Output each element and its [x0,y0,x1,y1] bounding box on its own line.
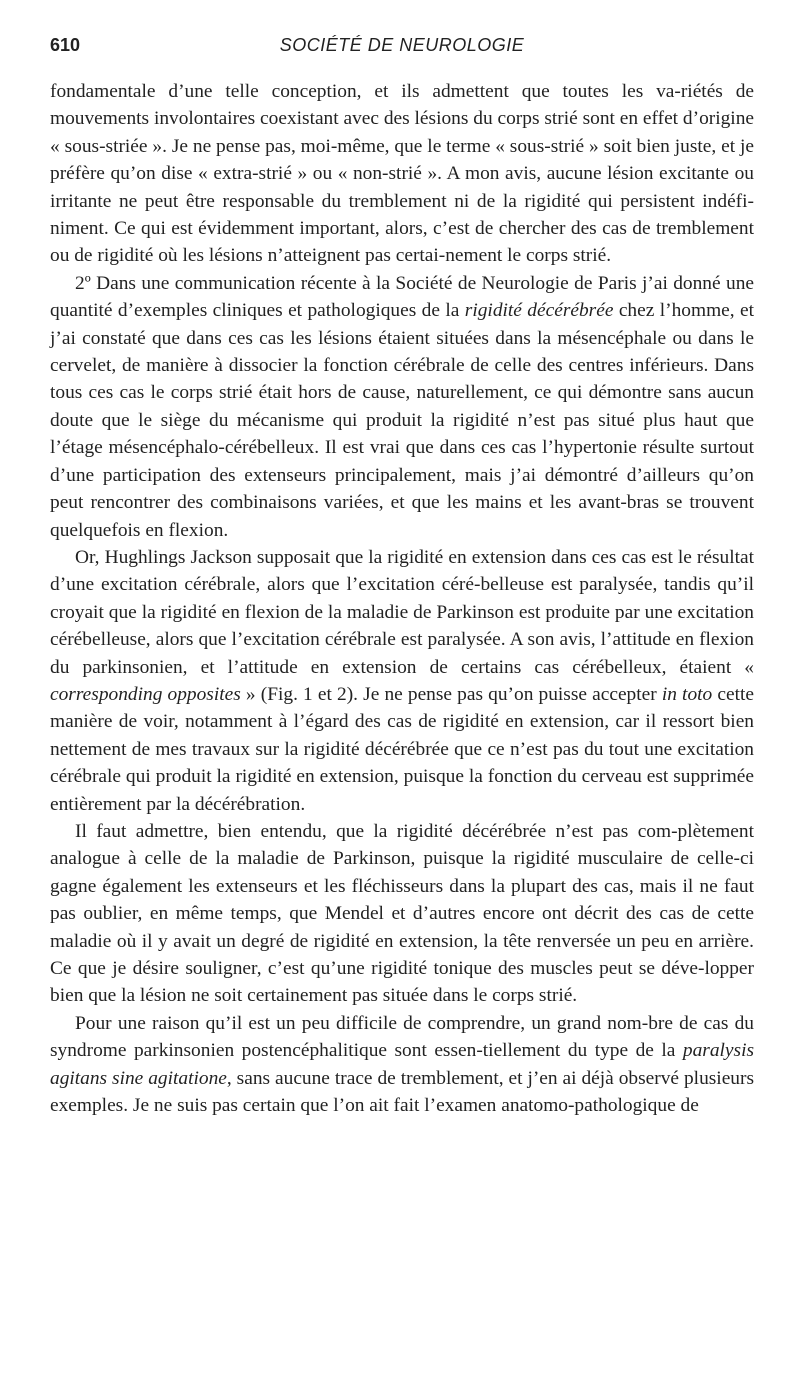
text-run: Or, Hughlings Jackson supposait que la rigidité en extension dans ces cas est le résultat d’une excitation cérébrale, alors que l’excitation céré-belleuse est paralysée, tandis qu’il croyait que la rigidité en flexion de la maladie de Parkinson est produite par une excitation cérébelleuse, alors que l’excitation cérébrale est paralysée. A son avis, l’attitude en flexion du parkinsonien, et l’attitude en extension de certains cas cérébelleux, étaient « [50,546,754,678]
paragraph-1 [50,78,754,270]
text-run: Pour une raison qu’il est un peu difficile de comprendre, un grand nom-bre de cas du syndrome parkinsonien postencéphalitique sont essen-tiellement du type de la [50,1012,754,1062]
page-header [50,28,754,62]
paragraph-4 [50,818,754,1010]
text-run: Il faut admettre, bien entendu, que la rigidité décérébrée n’est pas com-plètement analogue à celle de la maladie de Parkinson, puisque la rigidité musculaire de celle-ci gagne également les extenseurs et les fléchisseurs dans la plupart des cas, mais il ne faut pas oublier, en même temps, que Mendel et d’autres encore ont décrit des cas de cette maladie où il y avait un degré de rigidité en extension, la tête renversée un peu en arrière. Ce que je désire souligner, c’est qu’une rigidité tonique des muscles peut se déve-lopper bien que la lésion ne soit certainement pas située dans le corps strié. [50,820,754,1007]
italic-term: in toto [661,683,713,705]
text-run: cette manière de voir, notamment à l’égard des cas de rigidité en extension, car il ressort bien nettement de mes travaux sur la rigidité décérébrée que ce n’est pas du tout une excitation cérébrale qui produit la rigidité en extension, puisque la fonction du cerveau est supprimée entièrement par la décérébration. [50,683,754,815]
text-run: 2º Dans une communication récente à la Société de Neurologie de Paris j’ai donné une quantité d’exemples cliniques et pathologiques de la [50,272,754,322]
running-title: SOCIÉTÉ DE NEUROLOGIE [279,35,525,55]
text-run: » (Fig. 1 et 2). Je ne pense pas qu’on puisse accepter [240,683,662,705]
text-run: , sans aucune trace de tremblement, et j’en ai déjà observé plusieurs exemples. Je ne suis pas certain que l’on ait fait l’examen anatomo-pathologique de [50,1067,755,1117]
italic-term: rigidité décérébrée [464,300,614,322]
italic-term: corresponding opposites [50,683,241,705]
page-number: 610 [50,35,81,55]
paragraph-5 [50,1010,754,1120]
text-run: chez l’homme, et j’ai constaté que dans ces cas les lésions étaient situées dans la mésencéphale ou dans le cervelet, de manière à dissocier la fonction cérébrale de celle des centres inférieurs. Dans tous ces cas le corps strié était hors de cause, naturellement, ce qui démontre sans aucun doute que le siège du mécanisme qui produit la rigidité n’est pas situé plus haut que l’étage mésencéphalo-cérébelleux. Il est vrai que dans ces cas l’hypertonie résulte surtout d’une participation des extenseurs principalement, mais j’ai démontré d’ailleurs qu’on peut rencontrer des combinaisons variées, et que les mains et les avant-bras se trouvent quelquefois en flexion. [50,300,755,541]
paragraph-2 [50,270,754,544]
document-page [50,28,754,1119]
body-text [50,78,754,1119]
paragraph-3 [50,544,754,818]
text-run: fondamentale d’une telle conception, et ils admettent que toutes les va-riétés de mouvements involontaires coexistant avec des lésions du corps strié sont en effet d’origine « sous-striée ». Je ne pense pas, moi-même, que le terme « sous-strié » soit bien juste, et je préfère qu’on dise « extra-strié » ou « non-strié ». A mon avis, aucune lésion excitante ou irritante ne peut être responsable du tremblement ni de la rigidité qui persistent indéfi-niment. Ce qui est évidemment important, alors, c’est de chercher des cas de tremblement ou de rigidité où les lésions n’atteignent pas certai-nement le corps strié. [50,81,754,267]
italic-term: paralysis agitans sine agitatione [50,1040,754,1089]
